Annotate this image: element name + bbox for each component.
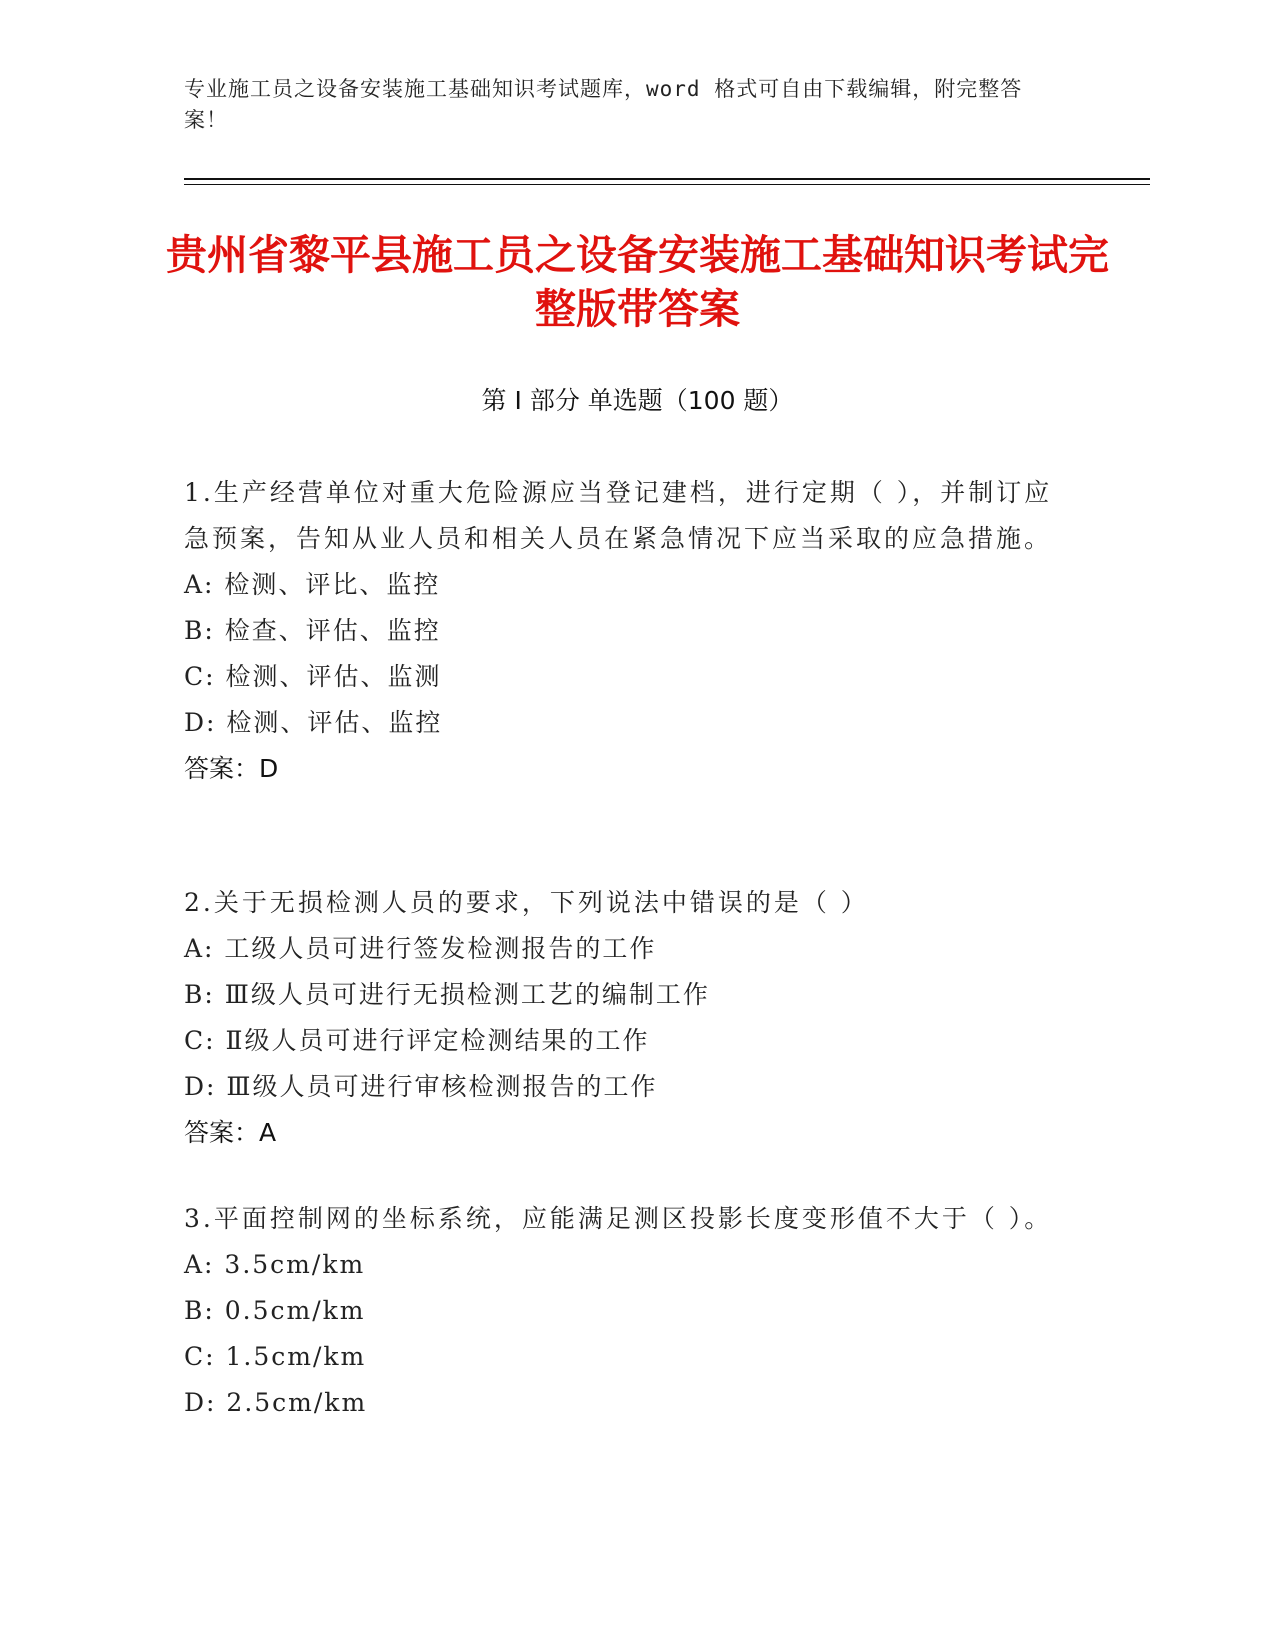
- question-block: [184, 880, 1064, 1156]
- option-b: B: 检查、评估、监控: [184, 616, 441, 645]
- header-divider-thin: [184, 184, 1150, 185]
- option-a: A: 工级人员可进行签发检测报告的工作: [184, 934, 657, 963]
- question-block: [184, 470, 1064, 792]
- option-c: C: Ⅱ级人员可进行评定检测结果的工作: [184, 1026, 650, 1055]
- option-a: A: 3.5cm/km: [184, 1250, 366, 1279]
- question-stem: 3.平面控制网的坐标系统，应能满足测区投影长度变形值不大于（ ）。: [184, 1204, 1053, 1233]
- option-c: C: 1.5cm/km: [184, 1342, 367, 1371]
- question-stem: 2.关于无损检测人员的要求，下列说法中错误的是（ ）: [184, 888, 869, 917]
- answer-line: 答案：A: [184, 1118, 277, 1147]
- header-divider-thick: [184, 178, 1150, 180]
- document-title: 贵州省黎平县施工员之设备安装施工基础知识考试完整版带答案: [166, 231, 1109, 333]
- option-c: C: 检测、评估、监测: [184, 662, 442, 691]
- option-d: D: 检测、评估、监控: [184, 708, 443, 737]
- question-block: [184, 1196, 1064, 1426]
- option-b: B: Ⅲ级人员可进行无损检测工艺的编制工作: [184, 980, 710, 1009]
- section-title: 第 I 部分 单选题（100 题）: [481, 386, 794, 415]
- option-d: D: Ⅲ级人员可进行审核检测报告的工作: [184, 1072, 658, 1101]
- option-b: B: 0.5cm/km: [184, 1296, 366, 1325]
- answer-line: 答案：D: [184, 754, 279, 783]
- option-a: A: 检测、评比、监控: [184, 570, 441, 599]
- option-d: D: 2.5cm/km: [184, 1388, 368, 1417]
- header-note: 专业施工员之设备安装施工基础知识考试题库，word 格式可自由下载编辑，附完整答案！: [184, 77, 1023, 132]
- question-stem: 1.生产经营单位对重大危险源应当登记建档，进行定期（ ），并制订应急预案，告知从业人员和相关人员在紧急情况下应当采取的应急措施。: [184, 478, 1053, 553]
